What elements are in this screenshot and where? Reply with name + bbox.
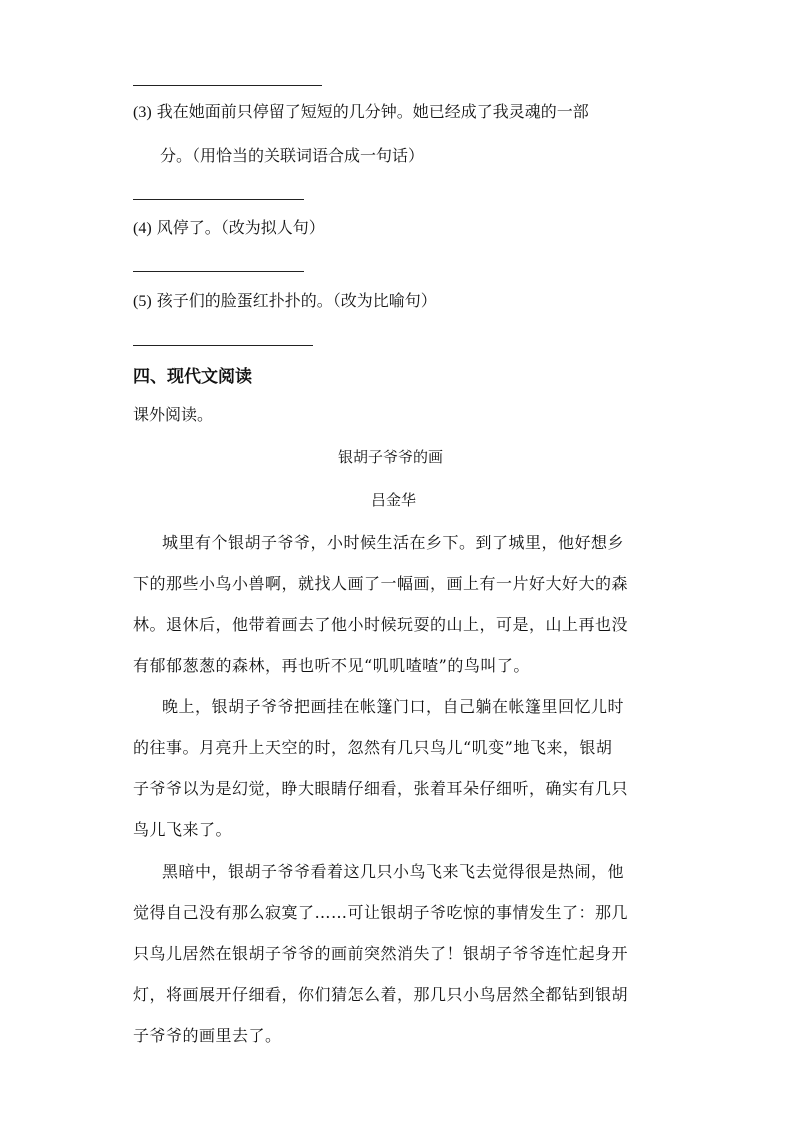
- question-3-line-2: 分。（用恰当的关联词语合成一句话）: [160, 146, 425, 165]
- story-line: 林。退休后，他带着画去了他小时候玩耍的山上，可是，山上再也没: [133, 615, 629, 634]
- question-4-text: 风停了。（改为拟人句）: [156, 218, 325, 237]
- answer-line-2: [133, 85, 322, 86]
- answer-line-5: [133, 345, 313, 346]
- story-line: 只鸟儿居然在银胡子爷爷的画前突然消失了！银胡子爷爷连忙起身开: [133, 944, 629, 963]
- story-line: 有郁郁葱葱的森林，再也听不见“叽叽喳喳”的鸟叫了。: [133, 656, 530, 675]
- question-5: [133, 291, 437, 312]
- story-line: 晚上，银胡子爷爷把画挂在帐篷门口，自己躺在帐篷里回忆儿时: [162, 697, 625, 716]
- question-5-text: 孩子们的脸蛋红扑扑的。（改为比喻句）: [156, 291, 437, 310]
- story-line: 灯，将画展开仔细看，你们猜怎么着，那几只小鸟居然全都钻到银胡: [133, 985, 629, 1004]
- story-line: 子爷爷以为是幻觉，睁大眼睛仔细看，张着耳朵仔细听，确实有几只: [133, 779, 629, 798]
- section-intro: 课外阅读。: [133, 405, 214, 424]
- answer-line-3: [133, 199, 304, 200]
- section-heading: 四、现代文阅读: [133, 367, 252, 387]
- story-line: 觉得自己没有那么寂寞了……可让银胡子爷吃惊的事情发生了：那几: [133, 903, 629, 922]
- answer-line-4: [133, 271, 304, 272]
- story-author: 吕金华: [371, 491, 417, 509]
- story-title: 银胡子爷爷的画: [338, 448, 444, 466]
- story-line: 下的那些小鸟小兽啊，就找人画了一幅画，画上有一片好大好大的森: [133, 574, 629, 593]
- question-3-text: 我在她面前只停留了短短的几分钟。她已经成了我灵魂的一部: [156, 102, 589, 121]
- question-4-number: (4): [133, 220, 152, 237]
- story-line: 黑暗中，银胡子爷爷看着这几只小鸟飞来飞去觉得很是热闹，他: [162, 862, 625, 881]
- story-line: 子爷爷的画里去了。: [133, 1026, 282, 1045]
- question-5-number: (5): [133, 293, 152, 310]
- story-line: 鸟儿飞来了。: [133, 820, 233, 839]
- question-4: [133, 218, 325, 239]
- question-3-line-1: [133, 102, 589, 123]
- story-line: 的往事。月亮升上天空的时，忽然有几只鸟儿“叽变”地飞来，银胡: [133, 738, 613, 757]
- story-line: 城里有个银胡子爷爷，小时候生活在乡下。到了城里，他好想乡: [162, 533, 625, 552]
- question-3-number: (3): [133, 104, 152, 121]
